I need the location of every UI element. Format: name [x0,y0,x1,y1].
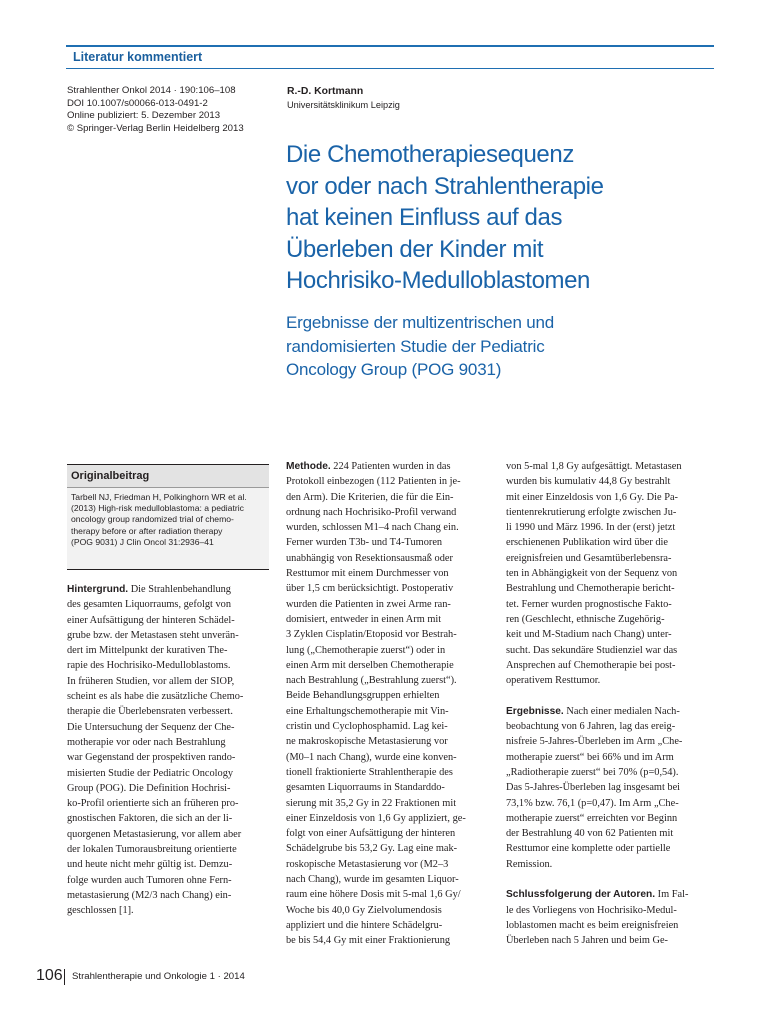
text-line: Remission. [506,858,553,870]
text-line: nisfreie 5-Jahres-Überleben im Arm „Che- [506,736,683,748]
text-line: eine Erhaltungschemotherapie mit Vin- [286,705,449,717]
text-line: nach Bestrahlung („Bestrahlung zuerst“). [286,675,457,687]
text-line: keit und M-Stadium nach Chang) unter- [506,629,672,641]
title-line: Die Chemotherapiesequenz [286,141,574,168]
text-line: therapie die Überlebensraten verbessert. [67,706,233,718]
text-line: Beide Behandlungsgruppen erhielten [286,690,440,702]
text-line: ren (Geschlecht, ethnische Zugehörig- [506,613,665,625]
title-line: vor oder nach Strahlentherapie [286,172,604,200]
text-line: gesamten Liquorraums in Standarddo- [286,782,445,794]
citation-doi: DOI 10.1007/s00066-013-0491-2 [67,97,208,109]
text-line: Resttumor eine komplette oder partielle [506,843,671,855]
text-line: Das 5-Jahres-Überleben lag insgesamt bei [506,782,681,794]
text-line: des gesamten Liquorraums, gefolgt von [67,599,232,611]
text-line: wurden bis kumulativ 44,8 Gy bestrahlt [506,476,671,488]
text-line: „Radiotherapie zuerst“ bei 70% (p=0,54). [506,766,679,778]
text-line: wurden die Patienten in zwei Arme ran- [286,598,451,610]
footer-divider [64,969,65,985]
text-line: erschienenen Publikation wird über die [506,537,669,549]
text-line: loblastomen macht es beim ereignisfreien [506,919,679,931]
original-article-heading: Originalbeitrag [67,465,269,488]
text-line: domisiert, entweder in einen Arm mit [286,613,442,625]
original-article-reference [67,488,269,548]
text-line: roskopische Metastasierung vor (M2–3 [286,858,449,870]
text-line: motherapie zuerst“ bei 66% und im Arm [506,751,674,763]
paragraph-first-line: Methode. 224 Patienten wurden in das [286,461,451,472]
text-line: misierten Studie der Pediatric Oncology [67,767,234,779]
text-line: lung („Chemotherapie zuerst“) oder in [286,644,446,656]
text-line: gnostischen Faktoren, die sich an der li- [67,813,233,825]
text-line: geschlossen [1]. [67,905,134,917]
subtitle-line: randomisierten Studie der Pediatric [286,336,545,356]
article-subtitle [286,311,706,382]
text-line: beobachtung von 6 Jahren, lag das ereig- [506,721,676,733]
text-line: Woche bis 40,0 Gy Zielvolumendosis [286,904,442,916]
reference-line: Tarbell NJ, Friedman H, Polkinghorn WR et al. [71,492,247,502]
text-line: folgt von einer Aufsättigung der hinteren [286,828,456,840]
text-line: ten in Abhängigkeit von der Sequenz von [506,568,678,580]
text-line: war Gegenstand der prospektiven rando- [67,752,236,764]
text-line: Ansprechen auf Chemotherapie bei post- [506,659,676,671]
text-line: und heute nicht mehr gültig ist. Demzu- [67,859,233,871]
section-lead-ergebnisse: Ergebnisse. [506,705,564,717]
section-lead-hintergrund: Hintergrund. [67,584,129,595]
text-line: sierung mit 35,2 Gy in 22 Fraktionen mit [286,797,457,809]
text-line: be bis 54,4 Gy mit einer Fraktionierung [286,935,451,947]
section-header [66,45,714,69]
text-line: nach Chang), wurde im gesamten Liquor- [286,874,459,886]
text-line: einer Einzeldosis von 1,6 Gy appliziert, ge- [286,812,466,824]
text-line: Resttumor mit einem Durchmesser von [286,568,449,580]
original-article-box [67,464,269,570]
text-line: mit einer Einzeldosis von 1,6 Gy. Die Pa- [506,491,678,503]
text-line: unabhängig von Resektionsausmaß oder [286,552,453,564]
citation-copyright: © Springer-Verlag Berlin Heidelberg 2013 [67,122,244,134]
body-column-1 [67,582,267,919]
reference-line: oncology group randomized trial of chemo- [71,514,234,525]
text-line: 3 Zyklen Cisplatin/Etoposid vor Bestrah- [286,629,457,641]
text-line: sucht. Das sekundäre Studienziel war das [506,644,678,656]
text-line: operativem Resttumor. [506,675,601,687]
reference-line: (2013) High-risk medulloblastoma: a pediatric [71,503,244,514]
paragraph-first-line: Schlussfolgerung der Autoren. Im Fal- [506,889,689,901]
text-line: Überleben nach 5 Jahren und beim Ge- [506,935,668,947]
subtitle-line: Ergebnisse der multizentrischen und [286,313,554,332]
text-line: ko-Profil orientierte sich an früheren pro- [67,798,239,810]
author-name: R.-D. Kortmann [287,86,364,97]
text-line: Protokoll einbezogen (112 Patienten in je- [286,476,461,488]
text-line: motherapie vor oder nach Bestrahlung [67,736,226,748]
section-lead-schlussfolgerung: Schlussfolgerung der Autoren. [506,889,656,901]
text-line: dert im Mittelpunkt der kurativen The- [67,645,228,657]
section-lead-methode: Methode. [286,461,331,472]
column-1-lines [67,597,267,918]
citation-online-date: Online publiziert: 5. Dezember 2013 [67,110,221,122]
reference-line: therapy before or after radiation therapy [71,525,223,536]
paragraph-first-line: Hintergrund. Die Strahlenbehandlung [67,584,231,595]
citation-journal: Strahlenther Onkol 2014 · 190:106–108 [67,85,236,96]
text-line: motherapie zuerst“ erreichten vor Beginn [506,812,678,824]
text-line: von 5-mal 1,8 Gy aufgesättigt. Metastasen [506,461,682,472]
text-line: li 1990 und März 1996. In der (erst) jetzt [506,522,676,534]
author-affiliation: Universitätsklinikum Leipzig [287,100,400,110]
text-line: einen Arm mit derselben Chemotherapie [286,659,454,671]
text-line: Ferner wurden T3b- und T4-Tumoren [286,537,443,549]
title-line: Überleben der Kinder mit [286,235,544,263]
text-line: Group (POG). Die Definition Hochrisi- [67,782,231,794]
journal-name: Strahlentherapie und Onkologie 1 · 2014 [72,971,245,982]
text-line: 73,1% bzw. 76,1 (p=0,47). Im Arm „Che- [506,797,679,809]
text-line: cristin und Cyclophosphamid. Lag kei- [286,721,448,733]
text-line: tientenrekrutierung erfolgte zwischen Ju- [506,506,677,518]
section-label: Literatur kommentiert [73,50,203,64]
reference-line: (POG 9031) J Clin Oncol 31:2936–41 [71,536,214,547]
title-line: hat keinen Einfluss auf das [286,204,563,231]
column-2-lines [286,474,486,948]
text-line: Die Untersuchung der Sequenz der Che- [67,721,235,733]
text-line: raum eine höhere Dosis mit 5-mal 1,6 Gy/ [286,889,461,901]
text-line: In früheren Studien, vor allem der SIOP, [67,675,235,687]
text-line: (M0–1 nach Chang), wurde eine konven- [286,751,457,763]
text-line: quorgenen Metastasierung, vor allem aber [67,828,242,840]
text-line: über 1,5 cm berücksichtigt. Postoperativ [286,583,454,595]
subtitle-line: Oncology Group (POG 9031) [286,360,502,379]
text-line: der Bestrahlung 40 von 62 Patienten mit [506,828,674,840]
text-line: scheint es als habe die zusätzliche Chemo- [67,691,244,703]
text-line: wurden, schlossen M1–4 nach Chang ein. [286,522,459,534]
text-line: einer Aufsättigung der hinteren Schädel- [67,614,235,626]
text-line: Schädelgrube bis 53,2 Gy. Lag eine mak- [286,843,458,855]
citation-block [67,85,244,135]
text-line: ne makroskopische Metastasierung vor [286,736,448,748]
page-number: 106 [36,967,63,984]
column-3-paragraph-3 [506,903,706,949]
text-line: appliziert und die hintere Schädelgru- [286,919,443,931]
text-line: folge wurden auch Tumoren ohne Fern- [67,874,232,886]
body-column-3 [506,459,706,949]
text-line: ereignisfreien und Gesamtüberlebensra- [506,552,672,564]
text-line: rapie des Hochrisiko-Medulloblastoms. [67,660,231,672]
text-line: ordnung nach Hochrisiko-Profil verwand [286,506,457,518]
text-line: tet. Ferner wurden prognostische Fakto- [506,598,672,610]
body-column-2 [286,459,486,949]
text-line: den Arm). Die Kriterien, die für die Ein- [286,491,454,503]
text-line: Bestrahlung und Chemotherapie bericht- [506,583,675,595]
text-line: der lokalen Tumorausbreitung orientierte [67,844,237,856]
title-line: Hochrisiko-Medulloblastomen [286,267,591,294]
text-line: grube bzw. der Metastasen steht unverän- [67,629,239,641]
article-title [286,139,706,297]
text-line: tionell fraktionierte Strahlentherapie des [286,766,453,778]
text-line: metastasierung (M2/3 nach Chang) ein- [67,889,232,901]
column-3-paragraph-2 [506,719,706,872]
author-block [287,85,400,112]
text-line: le des Vorliegens von Hochrisiko-Medul- [506,904,677,916]
paragraph-first-line: Ergebnisse. Nach einer medialen Nach- [506,705,680,717]
column-3-paragraph-1 [506,459,706,688]
